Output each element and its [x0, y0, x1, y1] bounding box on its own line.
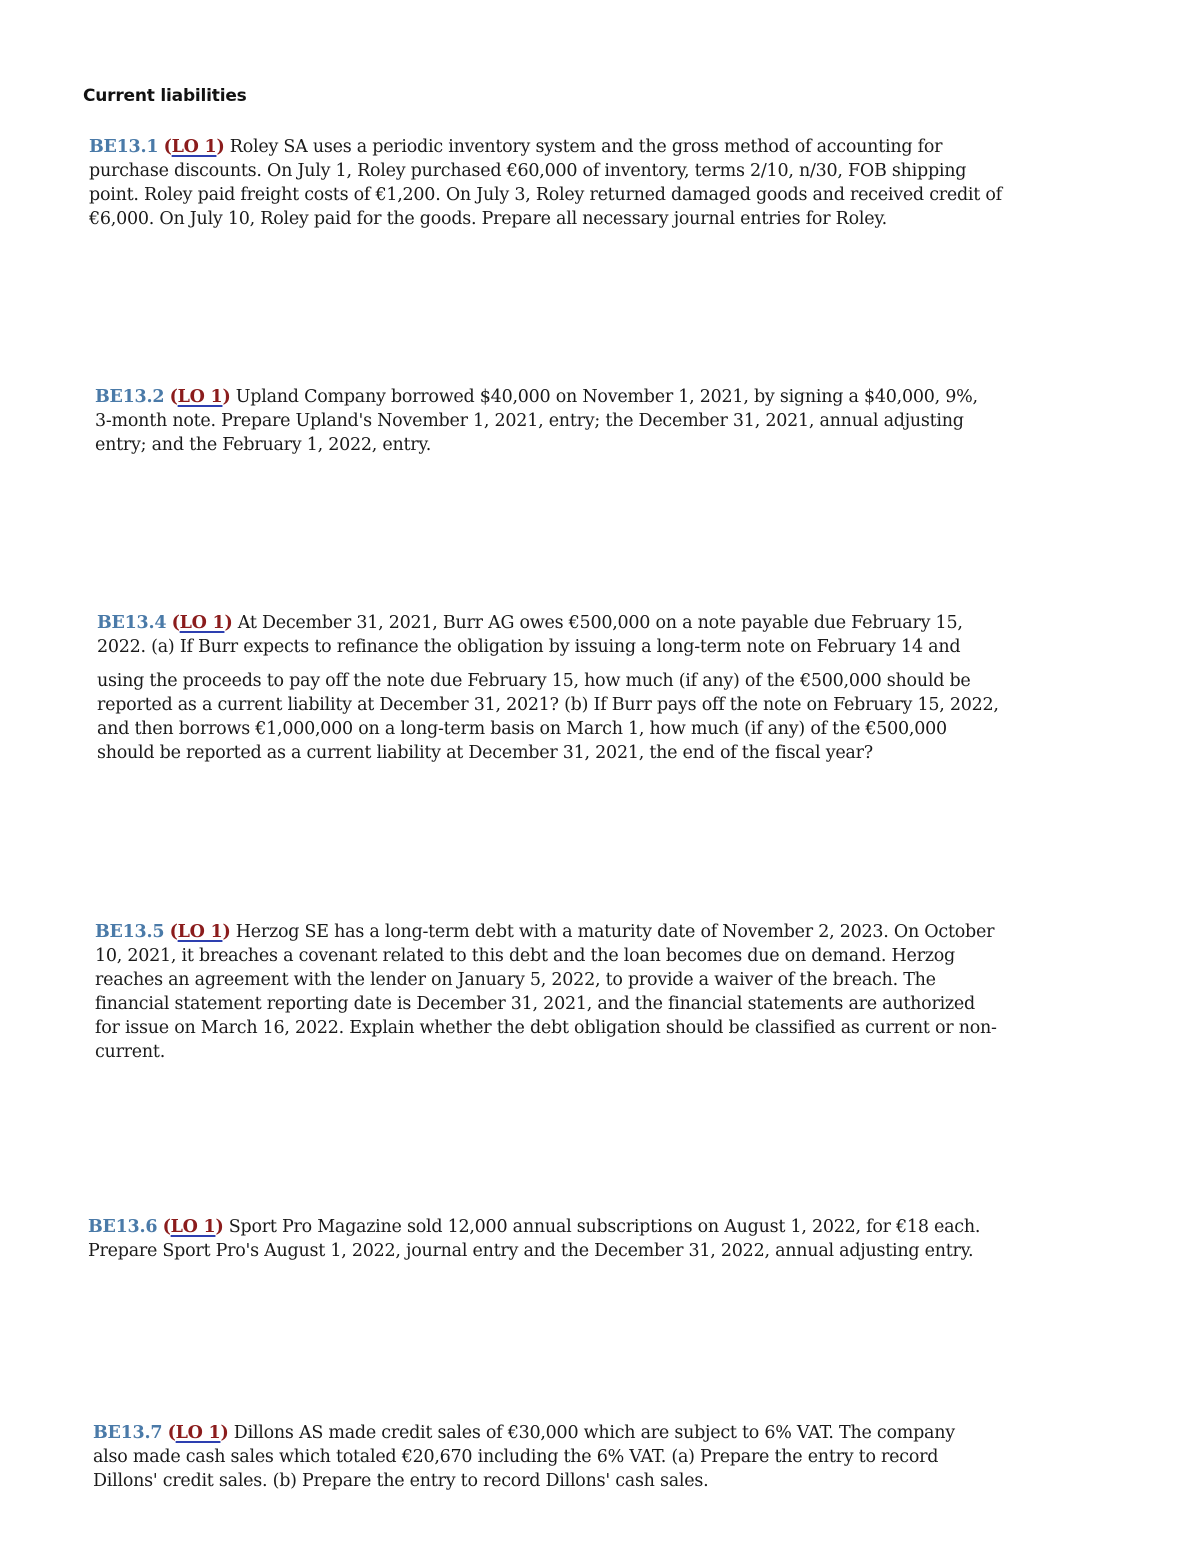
- problem-code: BE13.5: [95, 922, 165, 942]
- problem-text: [95, 385, 995, 457]
- problem-text-continued: using the proceeds to pay off the note due February 15, how much (if any) of the €500,000 should be reported as a current liability at December 31, 2021? (b) If Burr pays off the note on February 15, 2022, and then borrows €1,000,000 on a long-term basis on March 1, how much (if any) of the €500,000 should be reported as a current liability at December 31, 2021, the end of the fiscal year?: [97, 671, 999, 763]
- lo-close-paren: ): [216, 137, 225, 157]
- lo-open-paren: (: [163, 137, 172, 157]
- lo-open-paren: (: [162, 1217, 171, 1237]
- problem-text: [89, 135, 1019, 231]
- lo-open-paren: (: [167, 1423, 176, 1443]
- problem-be13-5: [95, 920, 1000, 1064]
- learning-objective-link[interactable]: LO 1: [170, 1217, 216, 1237]
- learning-objective-link[interactable]: LO 1: [177, 922, 223, 942]
- problem-body: Dillons AS made credit sales of €30,000 which are subject to 6% VAT. The company also made cash sales which totaled €20,670 including the 6% VAT. (a) Prepare the entry to record Dillons' credit sales. (b) Prepare the entry to record Dillons' cash sales.: [93, 1423, 955, 1491]
- problem-text: [88, 1215, 998, 1263]
- problem-code: BE13.7: [93, 1423, 163, 1443]
- problem-text: [97, 611, 1007, 659]
- learning-objective-link[interactable]: LO 1: [175, 1423, 221, 1443]
- problem-code: BE13.6: [88, 1217, 158, 1237]
- problem-text: [93, 1421, 983, 1493]
- problem-text: [95, 920, 1000, 1064]
- problem-code: BE13.2: [95, 387, 165, 407]
- problem-be13-4: [97, 611, 1007, 765]
- learning-objective-link[interactable]: LO 1: [171, 137, 217, 157]
- problem-be13-1: [89, 135, 1019, 231]
- problem-body: At December 31, 2021, Burr AG owes €500,000 on a note payable due February 15, 2022. (a) If Burr expects to refinance the obligation by issuing a long-term note on February 14 and: [97, 613, 963, 657]
- lo-close-paren: ): [224, 613, 233, 633]
- problem-body: Herzog SE has a long-term debt with a maturity date of November 2, 2023. On October 10, 2021, it breaches a covenant related to this debt and the loan becomes due on demand. Herzog reaches an agreement with the lender on January 5, 2022, to provide a waiver of the breach. The financial statement reporting date is December 31, 2021, and the financial statements are authorized for issue on March 16, 2022. Explain whether the debt obligation should be classified as current or non-current.: [95, 922, 997, 1062]
- problem-be13-2: [95, 385, 995, 457]
- learning-objective-link[interactable]: LO 1: [177, 387, 223, 407]
- problem-be13-7: [93, 1421, 983, 1493]
- lo-open-paren: (: [169, 922, 178, 942]
- lo-open-paren: (: [169, 387, 178, 407]
- problem-code: BE13.1: [89, 137, 159, 157]
- problem-be13-6: [88, 1215, 998, 1263]
- lo-close-paren: ): [222, 387, 231, 407]
- problem-body: Roley SA uses a periodic inventory system and the gross method of accounting for purchase discounts. On July 1, Roley purchased €60,000 of inventory, terms 2/10, n/30, FOB shipping point. Roley paid freight costs of €1,200. On July 3, Roley returned damaged goods and received credit of €6,000. On July 10, Roley paid for the goods. Prepare all necessary journal entries for Roley.: [89, 137, 1002, 229]
- page-title: Current liabilities: [83, 86, 247, 106]
- lo-close-paren: ): [222, 922, 231, 942]
- problem-body: Sport Pro Magazine sold 12,000 annual subscriptions on August 1, 2022, for €18 each. Prepare Sport Pro's August 1, 2022, journal entry and the December 31, 2022, annual adjusting entry.: [88, 1217, 981, 1261]
- problem-code: BE13.4: [97, 613, 167, 633]
- learning-objective-link[interactable]: LO 1: [179, 613, 225, 633]
- lo-close-paren: ): [215, 1217, 224, 1237]
- lo-close-paren: ): [220, 1423, 229, 1443]
- problem-body: Upland Company borrowed $40,000 on November 1, 2021, by signing a $40,000, 9%, 3-month note. Prepare Upland's November 1, 2021, entry; the December 31, 2021, annual adjusting entry; and the February 1, 2022, entry.: [95, 387, 978, 455]
- lo-open-paren: (: [171, 613, 180, 633]
